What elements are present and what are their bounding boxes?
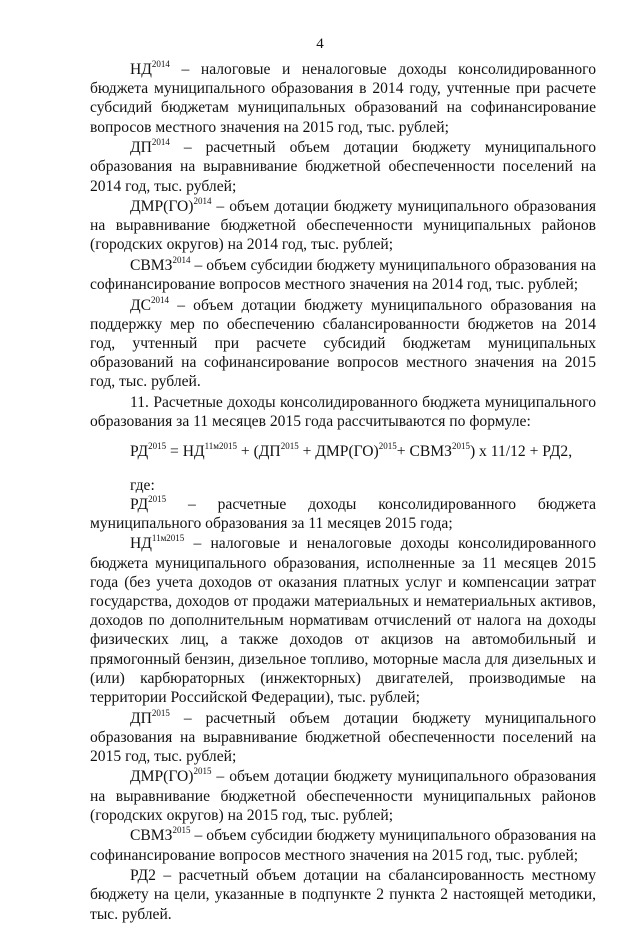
term-superscript: 2015: [193, 766, 212, 777]
formula-part: ) х 11/12 + РД2,: [469, 443, 573, 461]
term: НД: [130, 535, 152, 553]
formula-part: = НД: [166, 443, 205, 461]
definition-svmz-2015: [90, 826, 596, 864]
definition-rd2: [90, 866, 596, 924]
term: НД: [130, 61, 152, 78]
formula-superscript: 2015: [148, 441, 167, 452]
formula: [90, 442, 596, 461]
definition-dmr-go-2014: [90, 197, 596, 255]
term: ДП: [130, 139, 152, 157]
definition-text: – налоговые и неналоговые доходы консолидированного бюджета муниципального образования в 2014 году, учтенные при расчете субсидий бюджетам муниципальных образований на софинансирование вопросов местного значения на 2015 год, тыс. рублей;: [90, 61, 596, 136]
definition-dmr-go-2015: [90, 767, 596, 825]
definition-text: – налоговые и неналоговые доходы консолидированного бюджета муниципального образования, исполненные за 11 месяцев 2015 года (без учета доходов от оказания платных услуг и компенсации затрат государства, доходов от продажи материальных и нематериальных активов, доходов по дополнительным нормативам отчислений от налога на доходы физических лиц, а также доходов от акцизов на автомобильный и прямогонный бензин, дизельное топливо, моторные масла для дизельных и (или) карбюраторных (инжекторных) двигателей, производимые на территории Российской Федерации), тыс. рублей;: [90, 535, 596, 707]
term-superscript: 11м2015: [151, 533, 185, 544]
definition-nd-11m2015: [90, 534, 596, 707]
term-superscript: 2015: [172, 825, 191, 836]
formula-superscript: 11м2015: [204, 441, 238, 452]
term: РД: [130, 495, 149, 513]
section-11-paragraph: 11. Расчетные доходы консолидированного бюджета муниципального образования за 11 месяцев 2015 года рассчитываются по формуле:: [90, 393, 596, 431]
definition-dp-2014: [90, 138, 596, 196]
term-superscript: 2014: [193, 196, 212, 207]
definition-text: – объем субсидии бюджету муниципального образования на софинансирование вопросов местного значения на 2014 год, тыс. рублей;: [90, 256, 596, 294]
where-label: где:: [130, 476, 155, 494]
term: СВМЗ: [130, 827, 173, 845]
definition-dp-2015: [90, 709, 596, 767]
definition-text: – объем дотации бюджету муниципального образования на поддержку мер по обеспечению сбалансированности бюджетов на 2014 год, учтенный при расчете субсидий бюджетам муниципальных образований на софинансирование вопросов местного значения на 2015 год, тыс. рублей.: [90, 296, 596, 391]
definition-ds-2014: [90, 296, 596, 392]
term: ДМР(ГО): [130, 198, 194, 216]
term-superscript: 2014: [151, 294, 170, 305]
formula-part: РД: [130, 443, 149, 461]
definition-text: – расчетные доходы консолидированного бюджета муниципального образования за 11 месяцев 2015 года;: [90, 495, 596, 532]
definition-text: – объем субсидии бюджету муниципального образования на софинансирование вопросов местного значения на 2015 год, тыс. рублей;: [90, 827, 596, 864]
term: ДМР(ГО): [130, 768, 194, 786]
definition-rd-2015: [90, 495, 596, 533]
formula-superscript: 2015: [451, 441, 470, 452]
document-body: [90, 60, 596, 925]
formula-superscript: 2015: [378, 441, 397, 452]
formula-part: + СВМЗ: [396, 443, 452, 461]
term: СВМЗ: [130, 256, 173, 274]
definition-nd-2014: [90, 60, 596, 137]
term: РД2: [130, 867, 156, 885]
page-number: 4: [316, 36, 324, 52]
definition-text: – объем дотации бюджету муниципального образования на выравнивание бюджетной обеспеченности муниципальных районов (городских округов) на 2015 год, тыс. рублей;: [90, 768, 596, 824]
definition-text: – расчетный объем дотации бюджету муниципального образования на выравнивание бюджетной обеспеченности поселений на 2014 год, тыс. рублей;: [90, 139, 596, 195]
term-superscript: 2014: [172, 254, 191, 265]
definition-text: – расчетный объем дотации на сбалансированность местному бюджету на цели, указанные в подпункте 2 пункта 2 настоящей методики, тыс. рублей.: [90, 867, 596, 923]
term: ДП: [130, 709, 152, 727]
definition-text: – расчетный объем дотации бюджету муниципального образования на выравнивание бюджетной обеспеченности поселений на 2015 год, тыс. рублей;: [90, 709, 596, 765]
definition-text: – объем дотации бюджету муниципального образования на выравнивание бюджетной обеспеченности муниципальных районов (городских округов) на 2014 год, тыс. рублей;: [90, 198, 596, 254]
formula-part: + (ДП: [237, 443, 281, 461]
formula-part: + ДМР(ГО): [298, 443, 379, 461]
definition-svmz-2014: [90, 256, 596, 294]
formula-superscript: 2015: [280, 441, 299, 452]
term: ДС: [130, 296, 152, 314]
term-superscript: 2015: [148, 493, 167, 504]
term-superscript: 2015: [151, 707, 170, 718]
term-superscript: 2014: [151, 137, 170, 148]
term-superscript: 2014: [151, 59, 170, 69]
